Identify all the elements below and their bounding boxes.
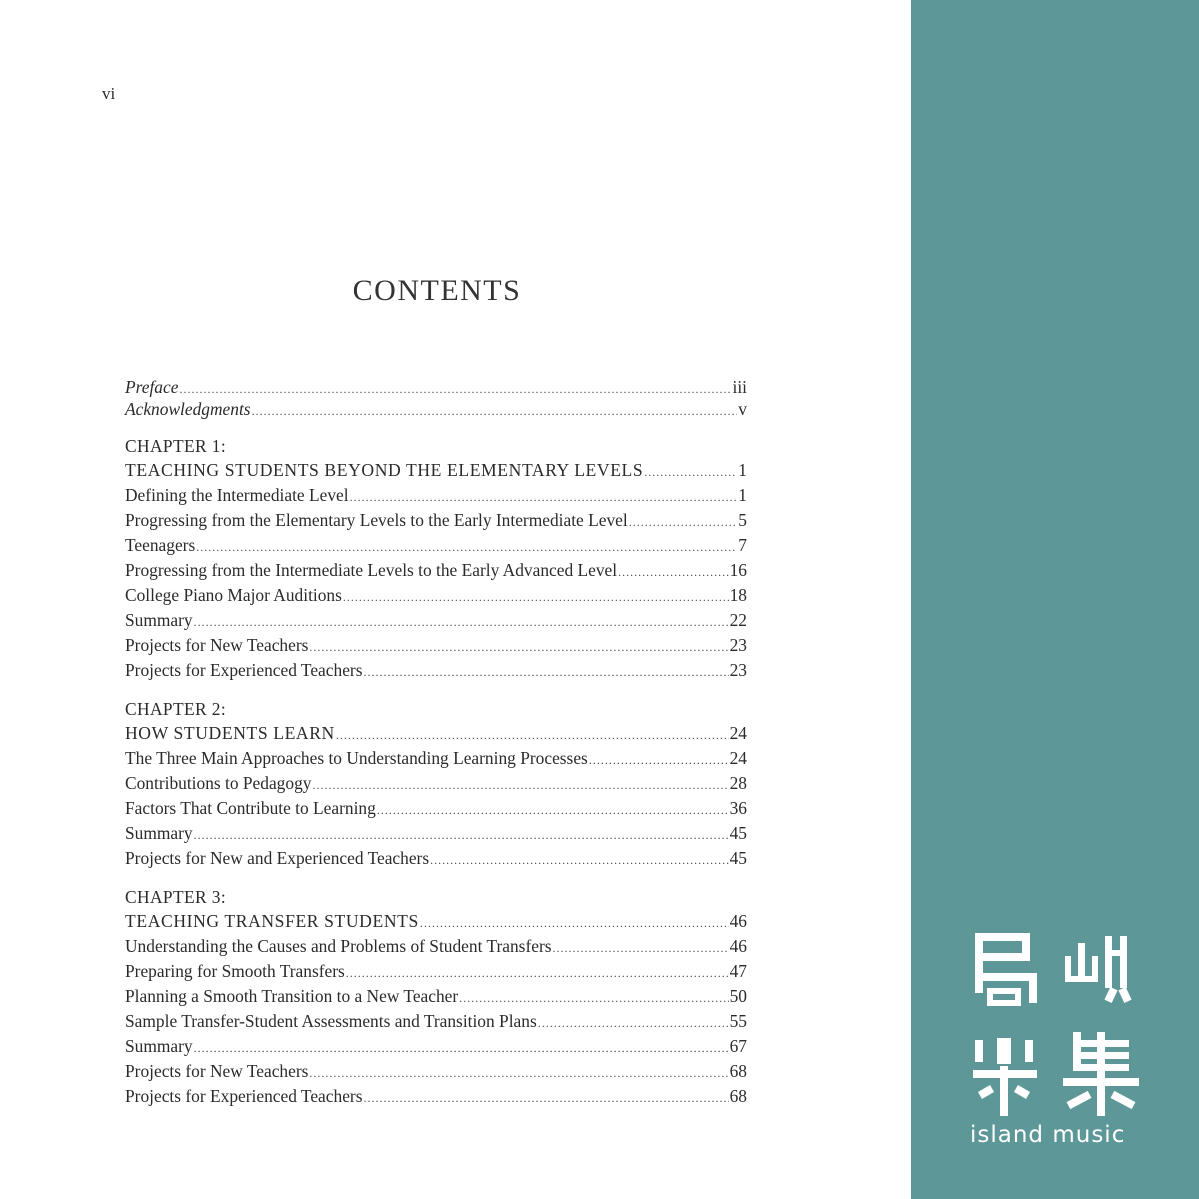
toc-entry-title: Projects for Experienced Teachers	[125, 1086, 363, 1106]
logo-text: island music	[970, 1122, 1126, 1148]
leader-dots	[179, 378, 731, 400]
toc-section-entry	[125, 1009, 747, 1034]
toc-entry-title: Projects for Experienced Teachers	[125, 660, 363, 680]
toc-section-entry	[125, 608, 747, 633]
toc-entry-title: TEACHING STUDENTS BEYOND THE ELEMENTARY LEVELS	[125, 460, 644, 480]
toc-entry-preface	[125, 376, 747, 398]
toc-section-entry	[125, 658, 747, 683]
toc-entry-page: 36	[729, 798, 747, 818]
toc-entry-title: Acknowledgments	[125, 399, 251, 419]
toc-entry-page: 67	[729, 1036, 747, 1056]
toc-section-entry	[125, 934, 747, 959]
toc-entry-title: HOW STUDENTS LEARN	[125, 723, 335, 743]
toc-section-entry	[125, 846, 747, 871]
toc-section-entry	[125, 746, 747, 771]
table-of-contents	[125, 376, 747, 1109]
leader-dots	[589, 748, 729, 773]
leader-dots	[343, 585, 729, 610]
leader-dots	[363, 1086, 728, 1111]
toc-entry-title: Projects for New Teachers	[125, 635, 309, 655]
toc-entry-title: College Piano Major Auditions	[125, 585, 342, 605]
toc-entry-title: Understanding the Causes and Problems of Student Transfers	[125, 936, 552, 956]
toc-entry-title: Progressing from the Intermediate Levels to the Early Advanced Level	[125, 560, 618, 580]
leader-dots	[336, 723, 729, 748]
chapter-label: CHAPTER 3:	[125, 887, 227, 907]
leader-dots	[312, 773, 728, 798]
leader-dots	[553, 936, 729, 961]
toc-section-entry	[125, 1059, 747, 1084]
toc-entry-title: Defining the Intermediate Level	[125, 485, 349, 505]
toc-entry-title: Summary	[125, 1036, 193, 1056]
toc-entry-title: Factors That Contribute to Learning	[125, 798, 376, 818]
toc-entry-title: Summary	[125, 823, 193, 843]
toc-section-entry	[125, 771, 747, 796]
leader-dots	[644, 460, 737, 485]
leader-dots	[346, 961, 729, 986]
toc-section-entry	[125, 483, 747, 508]
toc-entry-title: Projects for New and Experienced Teachers	[125, 848, 430, 868]
toc-entry-page: v	[738, 399, 747, 419]
page-title: CONTENTS	[352, 274, 522, 307]
toc-entry-page: 68	[729, 1061, 747, 1081]
toc-entry-page: 1	[738, 485, 747, 505]
toc-entry-title: Preparing for Smooth Transfers	[125, 961, 345, 981]
chapter-title-entry	[125, 458, 747, 483]
toc-entry-acknowledgments	[125, 398, 747, 420]
toc-entry-page: 46	[729, 936, 747, 956]
toc-entry-page: 23	[729, 635, 747, 655]
toc-entry-title: Preface	[125, 377, 179, 397]
toc-entry-page: iii	[732, 377, 747, 397]
leader-dots	[377, 798, 729, 823]
toc-entry-page: 18	[729, 585, 747, 605]
leader-dots	[194, 610, 729, 635]
leader-dots	[252, 400, 738, 422]
toc-entry-title: Sample Transfer-Student Assessments and Transition Plans	[125, 1011, 537, 1031]
leader-dots	[309, 1061, 728, 1086]
toc-section-entry	[125, 959, 747, 984]
toc-entry-page: 50	[729, 986, 747, 1006]
chapter-label: CHAPTER 2:	[125, 699, 227, 719]
toc-section-entry	[125, 984, 747, 1009]
toc-entry-title: Contributions to Pedagogy	[125, 773, 312, 793]
toc-section-entry	[125, 508, 747, 533]
toc-entry-page: 22	[729, 610, 747, 630]
toc-entry-title: Teenagers	[125, 535, 196, 555]
toc-entry-title: TEACHING TRANSFER STUDENTS	[125, 911, 419, 931]
toc-entry-title: Projects for New Teachers	[125, 1061, 309, 1081]
toc-entry-page: 5	[738, 510, 747, 530]
toc-entry-title: Summary	[125, 610, 193, 630]
toc-section-entry	[125, 558, 747, 583]
leader-dots	[363, 660, 728, 685]
toc-entry-page: 45	[729, 848, 747, 868]
toc-section-entry	[125, 533, 747, 558]
toc-section-entry	[125, 1034, 747, 1059]
leader-dots	[618, 560, 729, 585]
toc-entry-title: Progressing from the Elementary Levels to the Early Intermediate Level	[125, 510, 628, 530]
leader-dots	[196, 535, 737, 560]
leader-dots	[538, 1011, 729, 1036]
leader-dots	[194, 823, 729, 848]
toc-entry-page: 24	[729, 723, 747, 743]
toc-entry-page: 47	[729, 961, 747, 981]
toc-entry-page: 16	[729, 560, 747, 580]
toc-section-entry	[125, 796, 747, 821]
leader-dots	[459, 986, 728, 1011]
toc-entry-page: 55	[729, 1011, 747, 1031]
chapter-title-entry	[125, 721, 747, 746]
chapter-title-entry	[125, 909, 747, 934]
toc-section-entry	[125, 583, 747, 608]
island-music-logo	[965, 928, 1145, 1118]
leader-dots	[350, 485, 738, 510]
toc-entry-page: 46	[729, 911, 747, 931]
toc-entry-page: 23	[729, 660, 747, 680]
toc-entry-title: The Three Main Approaches to Understanding Learning Processes	[125, 748, 588, 768]
toc-entry-page: 7	[738, 535, 747, 555]
leader-dots	[629, 510, 738, 535]
toc-entry-page: 24	[729, 748, 747, 768]
leader-dots	[309, 635, 728, 660]
page-number: vi	[102, 84, 116, 103]
leader-dots	[420, 911, 729, 936]
toc-section-entry	[125, 633, 747, 658]
chapter-label: CHAPTER 1:	[125, 436, 227, 456]
toc-entry-page: 1	[738, 460, 747, 480]
leader-dots	[430, 848, 728, 873]
toc-entry-page: 45	[729, 823, 747, 843]
chapter-list	[125, 434, 747, 1109]
toc-section-entry	[125, 821, 747, 846]
toc-section-entry	[125, 1084, 747, 1109]
leader-dots	[194, 1036, 729, 1061]
toc-entry-page: 28	[729, 773, 747, 793]
toc-entry-title: Planning a Smooth Transition to a New Teacher	[125, 986, 459, 1006]
toc-entry-page: 68	[729, 1086, 747, 1106]
